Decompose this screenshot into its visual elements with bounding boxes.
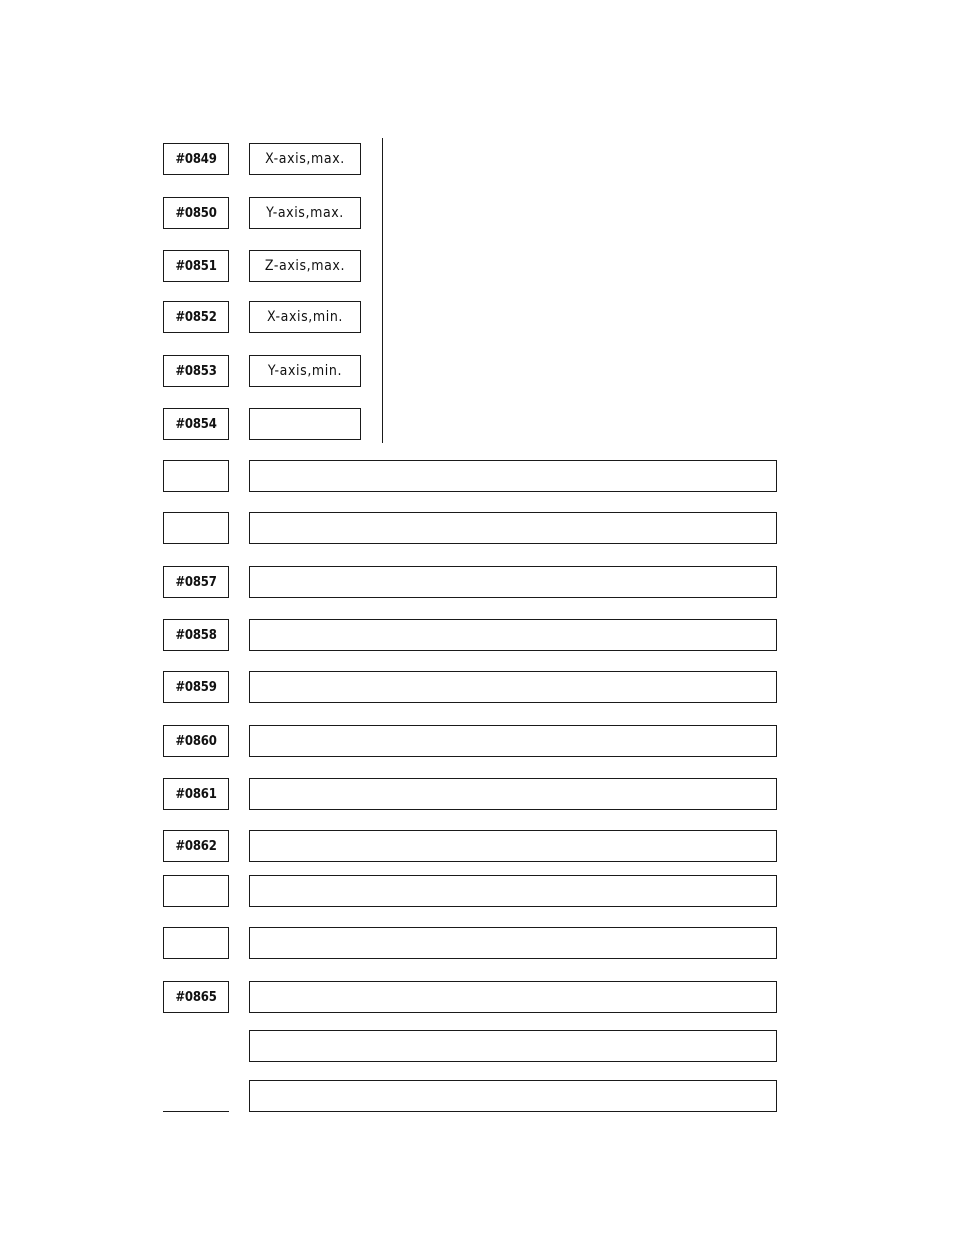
bottom-rule	[163, 1111, 229, 1112]
param-value-field	[249, 512, 777, 544]
param-code-blank-1	[163, 460, 229, 492]
param-value-field	[249, 778, 777, 810]
param-label-0854	[249, 408, 361, 440]
column-divider	[382, 138, 383, 443]
param-code-0854: #0854	[163, 408, 229, 440]
param-value-field	[249, 981, 777, 1013]
param-code-0859: #0859	[163, 671, 229, 703]
param-code-blank-2	[163, 512, 229, 544]
param-code-blank-4	[163, 927, 229, 959]
param-value-field	[249, 566, 777, 598]
param-label-z-axis-max: Z-axis,max.	[249, 250, 361, 282]
param-code-0850: #0850	[163, 197, 229, 229]
param-label-x-axis-max: X-axis,max.	[249, 143, 361, 175]
param-value-field	[249, 671, 777, 703]
param-value-field	[249, 1030, 777, 1062]
param-value-field	[249, 1080, 777, 1112]
param-code-0861: #0861	[163, 778, 229, 810]
param-value-field	[249, 927, 777, 959]
param-code-blank-3	[163, 875, 229, 907]
param-label-y-axis-max: Y-axis,max.	[249, 197, 361, 229]
param-label-x-axis-min: X-axis,min.	[249, 301, 361, 333]
param-label-y-axis-min: Y-axis,min.	[249, 355, 361, 387]
param-code-0849: #0849	[163, 143, 229, 175]
param-code-0862: #0862	[163, 830, 229, 862]
param-value-field	[249, 619, 777, 651]
param-code-0858: #0858	[163, 619, 229, 651]
param-code-0865: #0865	[163, 981, 229, 1013]
param-value-field	[249, 460, 777, 492]
param-code-0857: #0857	[163, 566, 229, 598]
param-code-0851: #0851	[163, 250, 229, 282]
param-code-0852: #0852	[163, 301, 229, 333]
param-value-field	[249, 875, 777, 907]
param-code-0860: #0860	[163, 725, 229, 757]
param-code-0853: #0853	[163, 355, 229, 387]
param-value-field	[249, 725, 777, 757]
param-value-field	[249, 830, 777, 862]
